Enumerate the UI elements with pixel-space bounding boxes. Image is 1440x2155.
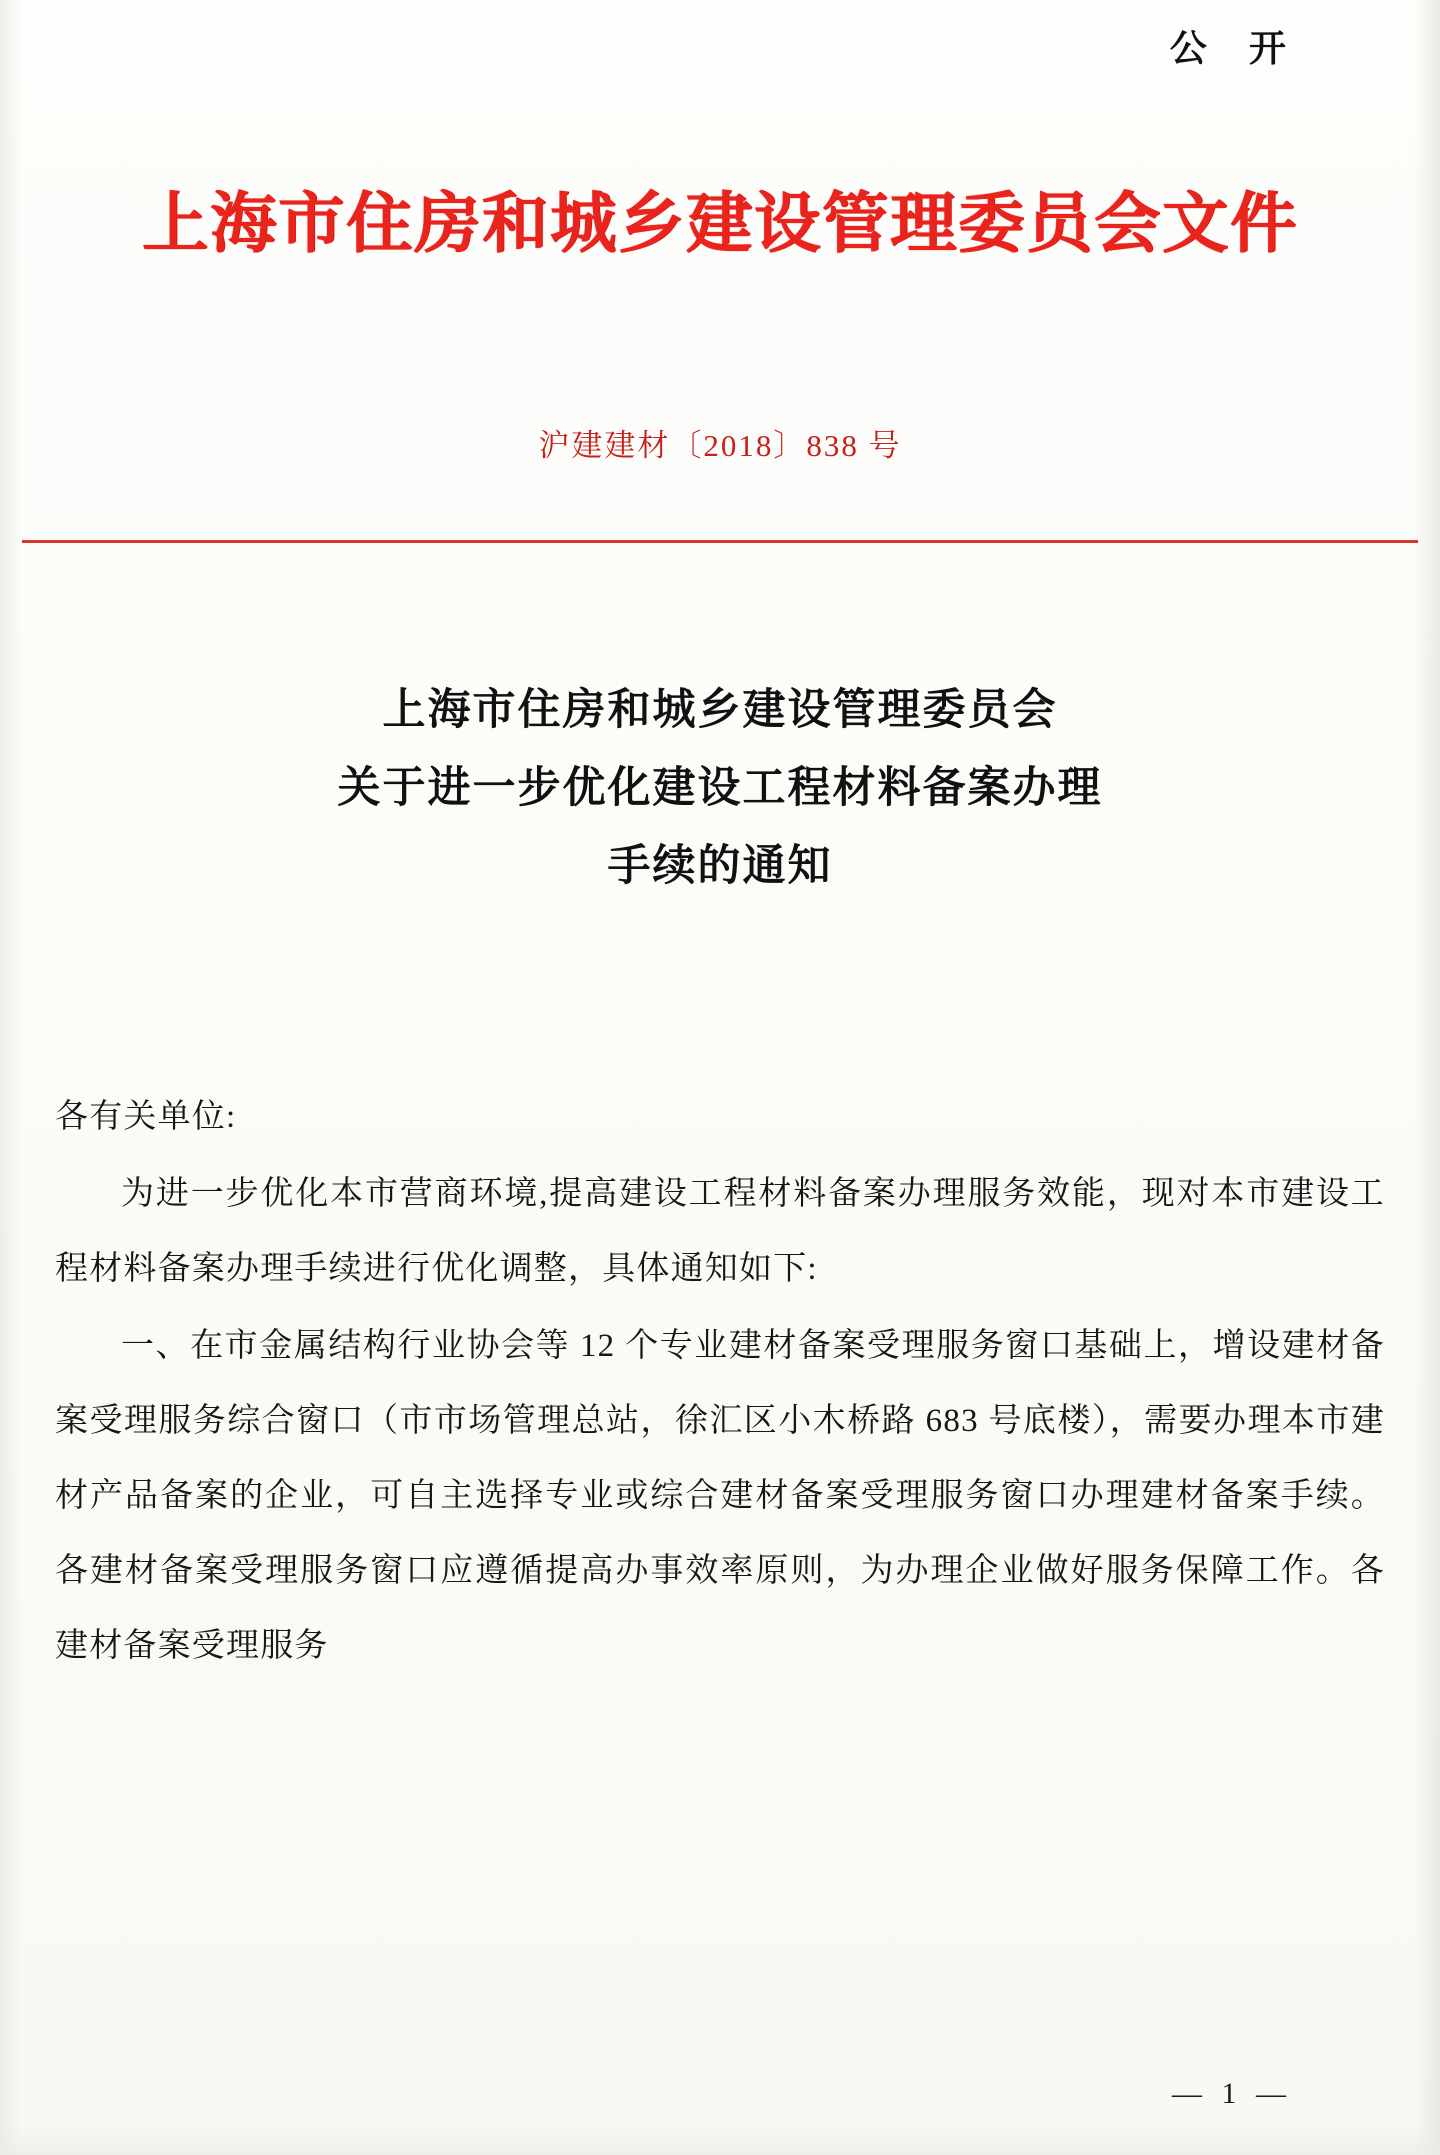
document-number: 沪建建材〔2018〕838 号	[538, 428, 902, 463]
page-title	[0, 672, 1440, 906]
red-divider-rule	[22, 540, 1418, 543]
page-title-line-3: 手续的通知	[607, 843, 833, 890]
page-title-line-2: 关于进一步优化建设工程材料备案办理	[337, 765, 1103, 812]
paragraph-1: 为进一步优化本市营商环境,提高建设工程材料备案办理服务效能，现对本市建设工程材料备案办理手续进行优化调整，具体通知如下:	[55, 1176, 1385, 1287]
issuer-banner: 上海市住房和城乡建设管理委员会文件	[142, 188, 1298, 261]
paragraph-2: 一、在市金属结构行业协会等 12 个专业建材备案受理服务窗口基础上，增设建材备案受理服务综合窗口（市市场管理总站，徐汇区小木桥路 683 号底楼），需要办理本市建材产品备案的企业，可自主选择专业或综合建材备案受理服务窗口办理建材备案手续。各建材备案受理服务窗口应遵循提高办事效率原则，为办理企业做好服务保障工作。各建材备案受理服务	[55, 1328, 1385, 1664]
classification-marker: 公 开	[1169, 28, 1302, 69]
page-title-line-1: 上海市住房和城乡建设管理委员会	[382, 687, 1058, 734]
document-body	[55, 1080, 1385, 1684]
salutation: 各有关单位:	[55, 1099, 237, 1135]
page-number: — 1 —	[1172, 2077, 1292, 2110]
